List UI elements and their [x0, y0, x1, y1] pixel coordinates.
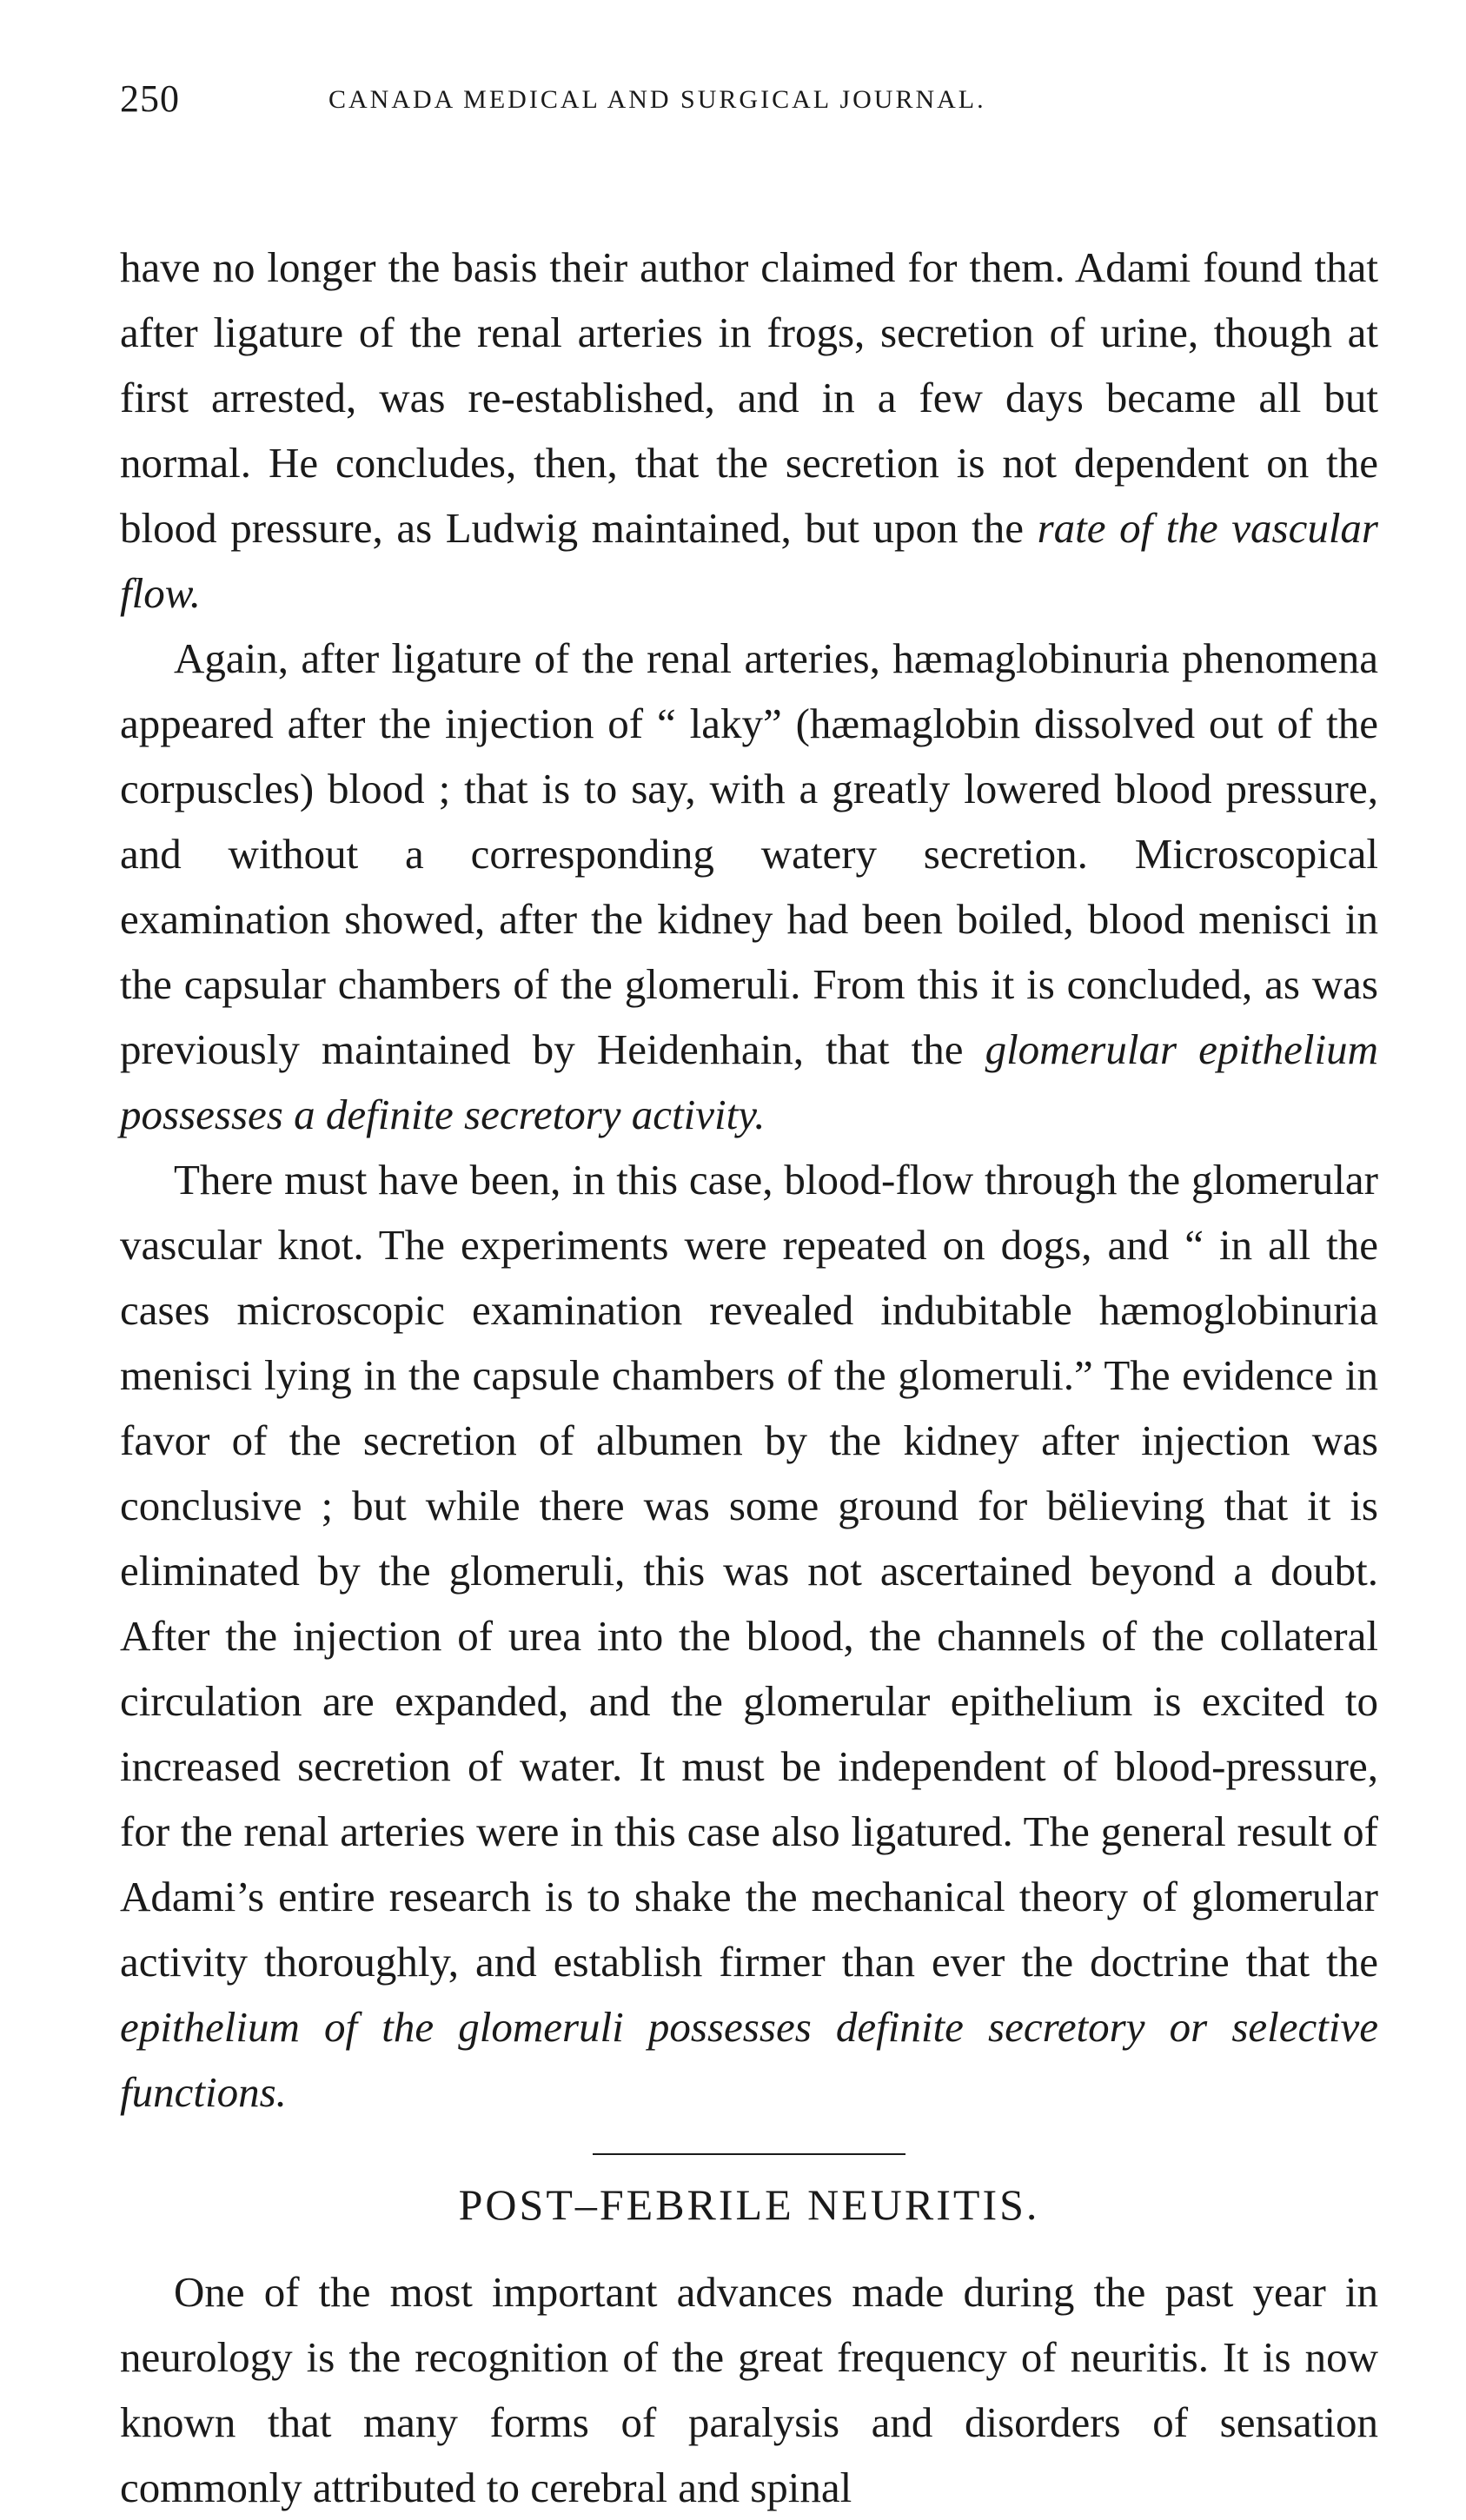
paragraph-3-italic: epithelium of the glomeruli possesses definite secretory or selective functions. — [120, 2003, 1378, 2116]
paragraph-1 — [120, 235, 1378, 626]
paragraph-2-italic: glomerular epithelium possesses a definite secretory activity. — [120, 1025, 1378, 1138]
paragraph-3-text: There must have been, in this case, blood-flow through the glomerular vascular knot. The experiments were repeated on dogs, and “ in all the cases microscopic examination revealed indubitable hæmoglobinuria menisci lying in the capsule chambers of the glomeruli.” The evidence in favor of the secretion of albumen by the kidney after injection was conclusive ; but while there was some ground for bëlieving that it is eliminated by the glomeruli, this was not ascertained beyond a doubt. After the injection of urea into the blood, the channels of the collateral circulation are expanded, and the glomerular epithelium is excited to increased secretion of water. It must be independent of blood-pressure, for the renal arteries were in this case also ligatured. The general result of Adami’s entire research is to shake the mechanical theory of glomerular activity thoroughly, and establish firmer than ever the doctrine that the — [120, 1156, 1378, 1986]
paragraph-2-text: Again, after ligature of the renal arteries, hæmaglobinuria phenomena appeared after the injection of “ laky” (hæmaglobin dissolved out of the corpuscles) blood ; that is to say, with a greatly lowered blood pressure, and without a corresponding watery secretion. Microscopical examination showed, after the kidney had been boiled, blood menisci in the capsular chambers of the glomeruli. From this it is concluded, as was previously maintained by Heidenhain, that the — [120, 634, 1378, 1073]
article-body — [120, 235, 1378, 2125]
running-head — [120, 70, 1378, 130]
section-divider — [593, 2153, 905, 2155]
paragraph-1-text: have no longer the basis their author claimed for them. Adami found that after ligature of the renal arteries in frogs, secretion of urine, though at first arrested, was re-established, and in a few days became all but normal. He concludes, then, that the secretion is not dependent on the blood pressure, as Ludwig maintained, but upon the — [120, 243, 1378, 552]
paragraph-3 — [120, 1147, 1378, 2125]
page-number: 250 — [120, 77, 180, 120]
paragraph-1-italic: rate of the vascular flow. — [120, 504, 1378, 617]
paragraph-2 — [120, 626, 1378, 1147]
document-page — [120, 70, 1378, 2520]
journal-title: CANADA MEDICAL AND SURGICAL JOURNAL. — [328, 85, 986, 114]
section-heading: POST–FEBRILE NEURITIS. — [458, 2180, 1040, 2229]
section-paragraph-1: One of the most important advances made during the past year in neurology is the recognition of the great frequency of neuritis. It is now known that many forms of paralysis and disorders of sensation commonly attributed to cerebral and spinal — [120, 2268, 1378, 2511]
